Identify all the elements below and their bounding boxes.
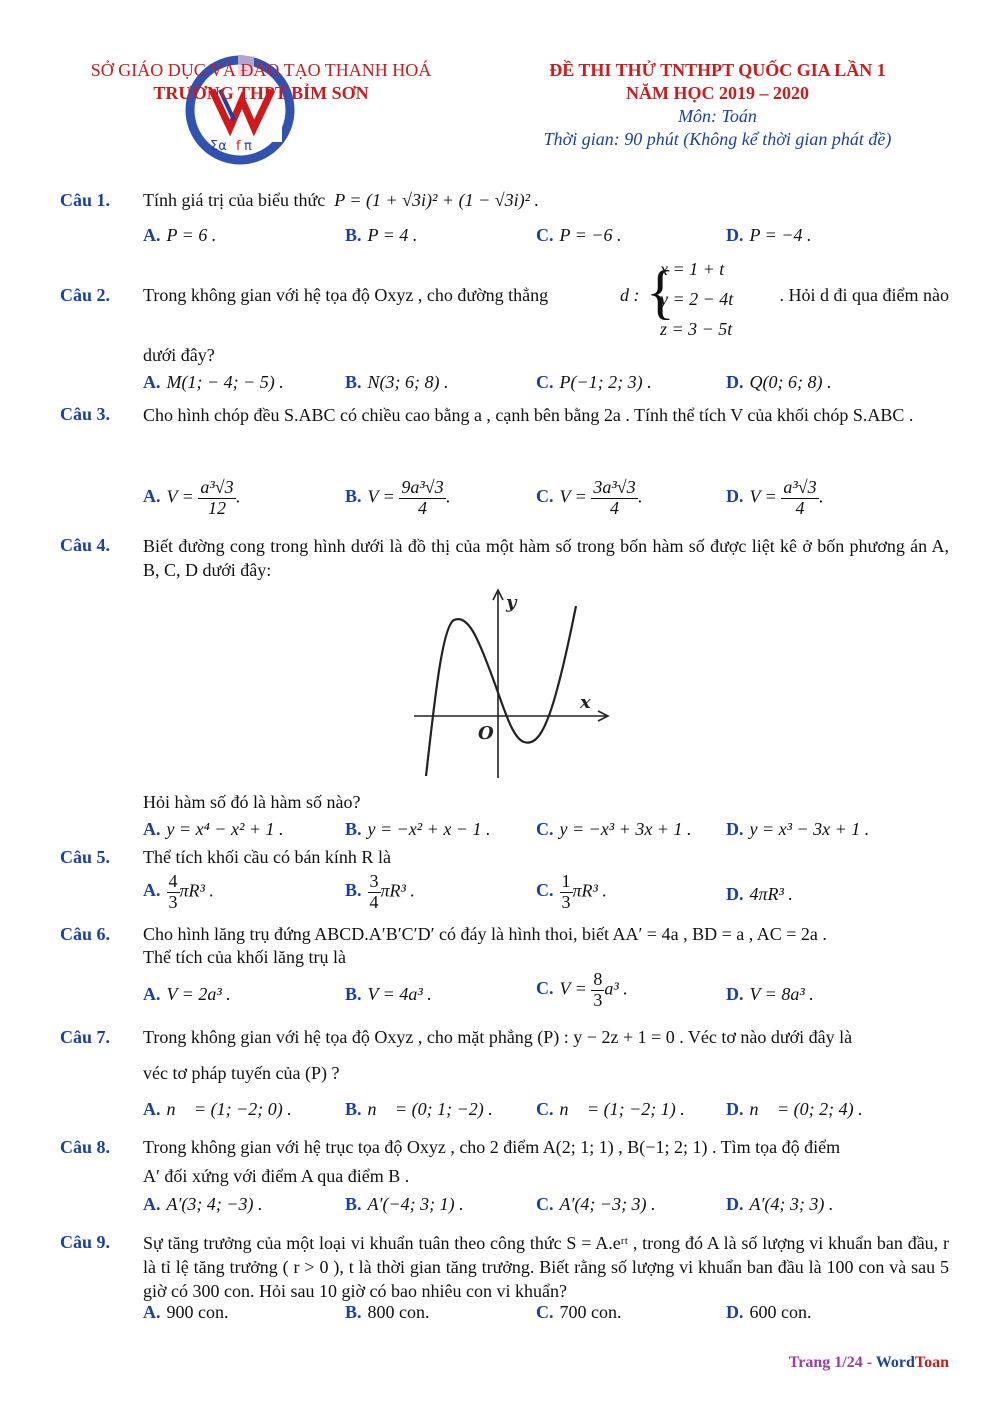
option-b[interactable]: B. N(3; 6; 8) . — [345, 372, 449, 392]
option-b[interactable]: B. y = −x² + x − 1 . — [345, 819, 491, 839]
question-label: Câu 2. — [60, 285, 111, 305]
y-label: y — [506, 592, 517, 613]
option-c[interactable]: C. V = $\frac{\text{3a³√3}}{4}$ . — [536, 477, 643, 518]
option-c[interactable]: C. n⃗ = (1; −2; 1) . — [536, 1099, 685, 1119]
x-label: x — [580, 692, 591, 713]
page-footer — [789, 1354, 949, 1372]
question-prompt: Hỏi hàm số đó là hàm số nào? — [143, 792, 361, 812]
option-d[interactable]: D. V = 8a³ . — [726, 984, 814, 1004]
question-text-line2: dưới đây? — [143, 345, 215, 365]
origin-label: O — [478, 723, 494, 744]
question-text: Trong không gian với hệ tọa độ Oxyz , cho mặt phẳng (P) : y − 2z + 1 = 0 . Véc tơ nào dưới đây là — [143, 1027, 853, 1047]
question-label: Câu 9. — [60, 1232, 111, 1252]
option-a[interactable]: A. P = 6 . — [143, 225, 217, 245]
svg-text:f: f — [236, 139, 241, 154]
question-text: Cho hình chóp đều S.ABC có chiều cao bằng a , cạnh bên bằng 2a . Tính thể tích V của khối chóp S.ABC . — [143, 405, 914, 425]
header-school: TRƯỜNG THPT BỈM SƠN — [153, 83, 369, 103]
footer-word: Word — [875, 1354, 915, 1371]
equation-system: x = 1 + t y = 2 − 4t z = 3 − 5t — [660, 259, 734, 339]
option-d[interactable]: D. P = −4 . — [726, 225, 812, 245]
question-label: Câu 6. — [60, 924, 111, 944]
option-c[interactable]: C. P(−1; 2; 3) . — [536, 372, 652, 392]
question-text: Sự tăng trưởng của một loại vi khuẩn tuân theo công thức S = A.eʳᵗ , trong đó A là số lượng vi khuẩn ban đầu, r là tỉ lệ tăng trưởng ( r > 0 ), t là thời gian tăng trưởng. Biết rằng số lượng vi khuẩn ban đầu là 100 con và sau 5 giờ có 300 con. Hỏi sau 10 giờ có bao nhiêu con vi khuẩn? — [143, 1233, 949, 1301]
question-text-line2: A′ đối xứng với điểm A qua điểm B . — [143, 1166, 410, 1186]
header-exam-title: ĐỀ THI THỬ TNTHPT QUỐC GIA LẦN 1 — [549, 60, 886, 80]
option-d[interactable]: D. y = x³ − 3x + 1 . — [726, 819, 870, 839]
option-a[interactable]: A. M(1; − 4; − 5) . — [143, 372, 284, 392]
header-subject: Môn: Toán — [678, 106, 757, 126]
option-a[interactable]: A. V = 2a³ . — [143, 984, 231, 1004]
option-a[interactable]: A. 900 con. — [143, 1302, 229, 1322]
option-a[interactable]: A. n⃗ = (1; −2; 0) . — [143, 1099, 292, 1119]
option-b[interactable]: B. V = 4a³ . — [345, 984, 432, 1004]
option-b[interactable]: B. V = $\frac{\text{9a³√3}}{4}$ . — [345, 477, 451, 518]
option-b[interactable]: B. 800 con. — [345, 1302, 430, 1322]
option-c[interactable]: C. V = $\frac{8}{3}$ a³ . — [536, 969, 628, 1010]
question-text: Thể tích khối cầu có bán kính R là — [143, 847, 391, 867]
option-c[interactable]: C. y = −x³ + 3x + 1 . — [536, 819, 692, 839]
line-name: d : — [620, 285, 640, 305]
option-c[interactable]: C. P = −6 . — [536, 225, 622, 245]
question-text: Trong không gian với hệ trục tọa độ Oxyz , cho 2 điểm A(2; 1; 1) , B(−1; 2; 1) . Tìm tọa độ điểm — [143, 1137, 841, 1157]
question-label: Câu 5. — [60, 847, 111, 867]
question-text-line2: Thể tích của khối lăng trụ là — [143, 947, 346, 967]
question-label: Câu 1. — [60, 190, 111, 210]
question-label: Câu 8. — [60, 1137, 111, 1157]
option-d[interactable]: D. V = $\frac{\text{a³√3}}{4}$ . — [726, 477, 824, 518]
option-b[interactable]: B. P = 4 . — [345, 225, 418, 245]
system-brace: { — [646, 259, 675, 325]
question-label: Câu 4. — [60, 535, 111, 555]
option-a[interactable]: A. y = x⁴ − x² + 1 . — [143, 819, 284, 839]
function-graph — [412, 586, 612, 782]
header-school-year: NĂM HỌC 2019 – 2020 — [626, 83, 809, 103]
question-label: Câu 3. — [60, 404, 111, 424]
option-d[interactable]: D. A′(4; 3; 3) . — [726, 1194, 834, 1214]
option-b[interactable]: B. $\frac{3}{4}$ πR³ . — [345, 871, 415, 912]
option-c[interactable]: C. 700 con. — [536, 1302, 622, 1322]
question-text: Tính giá trị của biểu thức P = (1 + √3i)² + (1 − √3i)² . — [143, 190, 539, 210]
question-text: Biết đường cong trong hình dưới là đồ thị của một hàm số trong bốn hàm số được liệt kê ở bốn phương án A, B, C, D dưới đây: — [143, 536, 949, 580]
option-b[interactable]: B. n⃗ = (0; 1; −2) . — [345, 1099, 493, 1119]
option-d[interactable]: D. n⃗ = (0; 2; 4) . — [726, 1099, 863, 1119]
header-department: SỞ GIÁO DỤC VÀ ĐÀO TẠO THANH HOÁ — [90, 60, 432, 80]
option-d[interactable]: D. Q(0; 6; 8) . — [726, 372, 832, 392]
question-text: Trong không gian với hệ tọa độ Oxyz , cho đường thẳng — [143, 285, 549, 305]
option-a[interactable]: A. $\frac{4}{3}$ πR³ . — [143, 871, 214, 912]
option-a[interactable]: A. A′(3; 4; −3) . — [143, 1194, 263, 1214]
option-d[interactable]: D. 4πR³ . — [726, 884, 793, 904]
header-time: Thời gian: 90 phút (Không kể thời gian phát đề) — [543, 129, 892, 149]
option-d[interactable]: D. 600 con. — [726, 1302, 812, 1322]
question-text-line2: véc tơ pháp tuyến của (P) ? — [143, 1063, 340, 1083]
question-label: Câu 7. — [60, 1027, 111, 1047]
option-c[interactable]: C. $\frac{1}{3}$ πR³ . — [536, 871, 607, 912]
svg-text:π: π — [244, 139, 252, 154]
option-b[interactable]: B. A′(−4; 3; 1) . — [345, 1194, 464, 1214]
footer-page: Trang 1/24 - — [788, 1354, 876, 1371]
option-c[interactable]: C. A′(4; −3; 3) . — [536, 1194, 656, 1214]
footer-toan: Toan — [914, 1354, 949, 1371]
function-curve — [426, 606, 576, 776]
option-a[interactable]: A. V = $\frac{\text{a³√3}}{12}$ . — [143, 477, 241, 518]
question-text-cont: . Hỏi d đi qua điểm nào — [779, 285, 949, 305]
svg-text:Σα: Σα — [210, 139, 227, 154]
question-text: Cho hình lăng trụ đứng ABCD.A′B′C′D′ có đáy là hình thoi, biết AA′ = 4a , BD = a , AC = 2a . — [143, 924, 827, 944]
